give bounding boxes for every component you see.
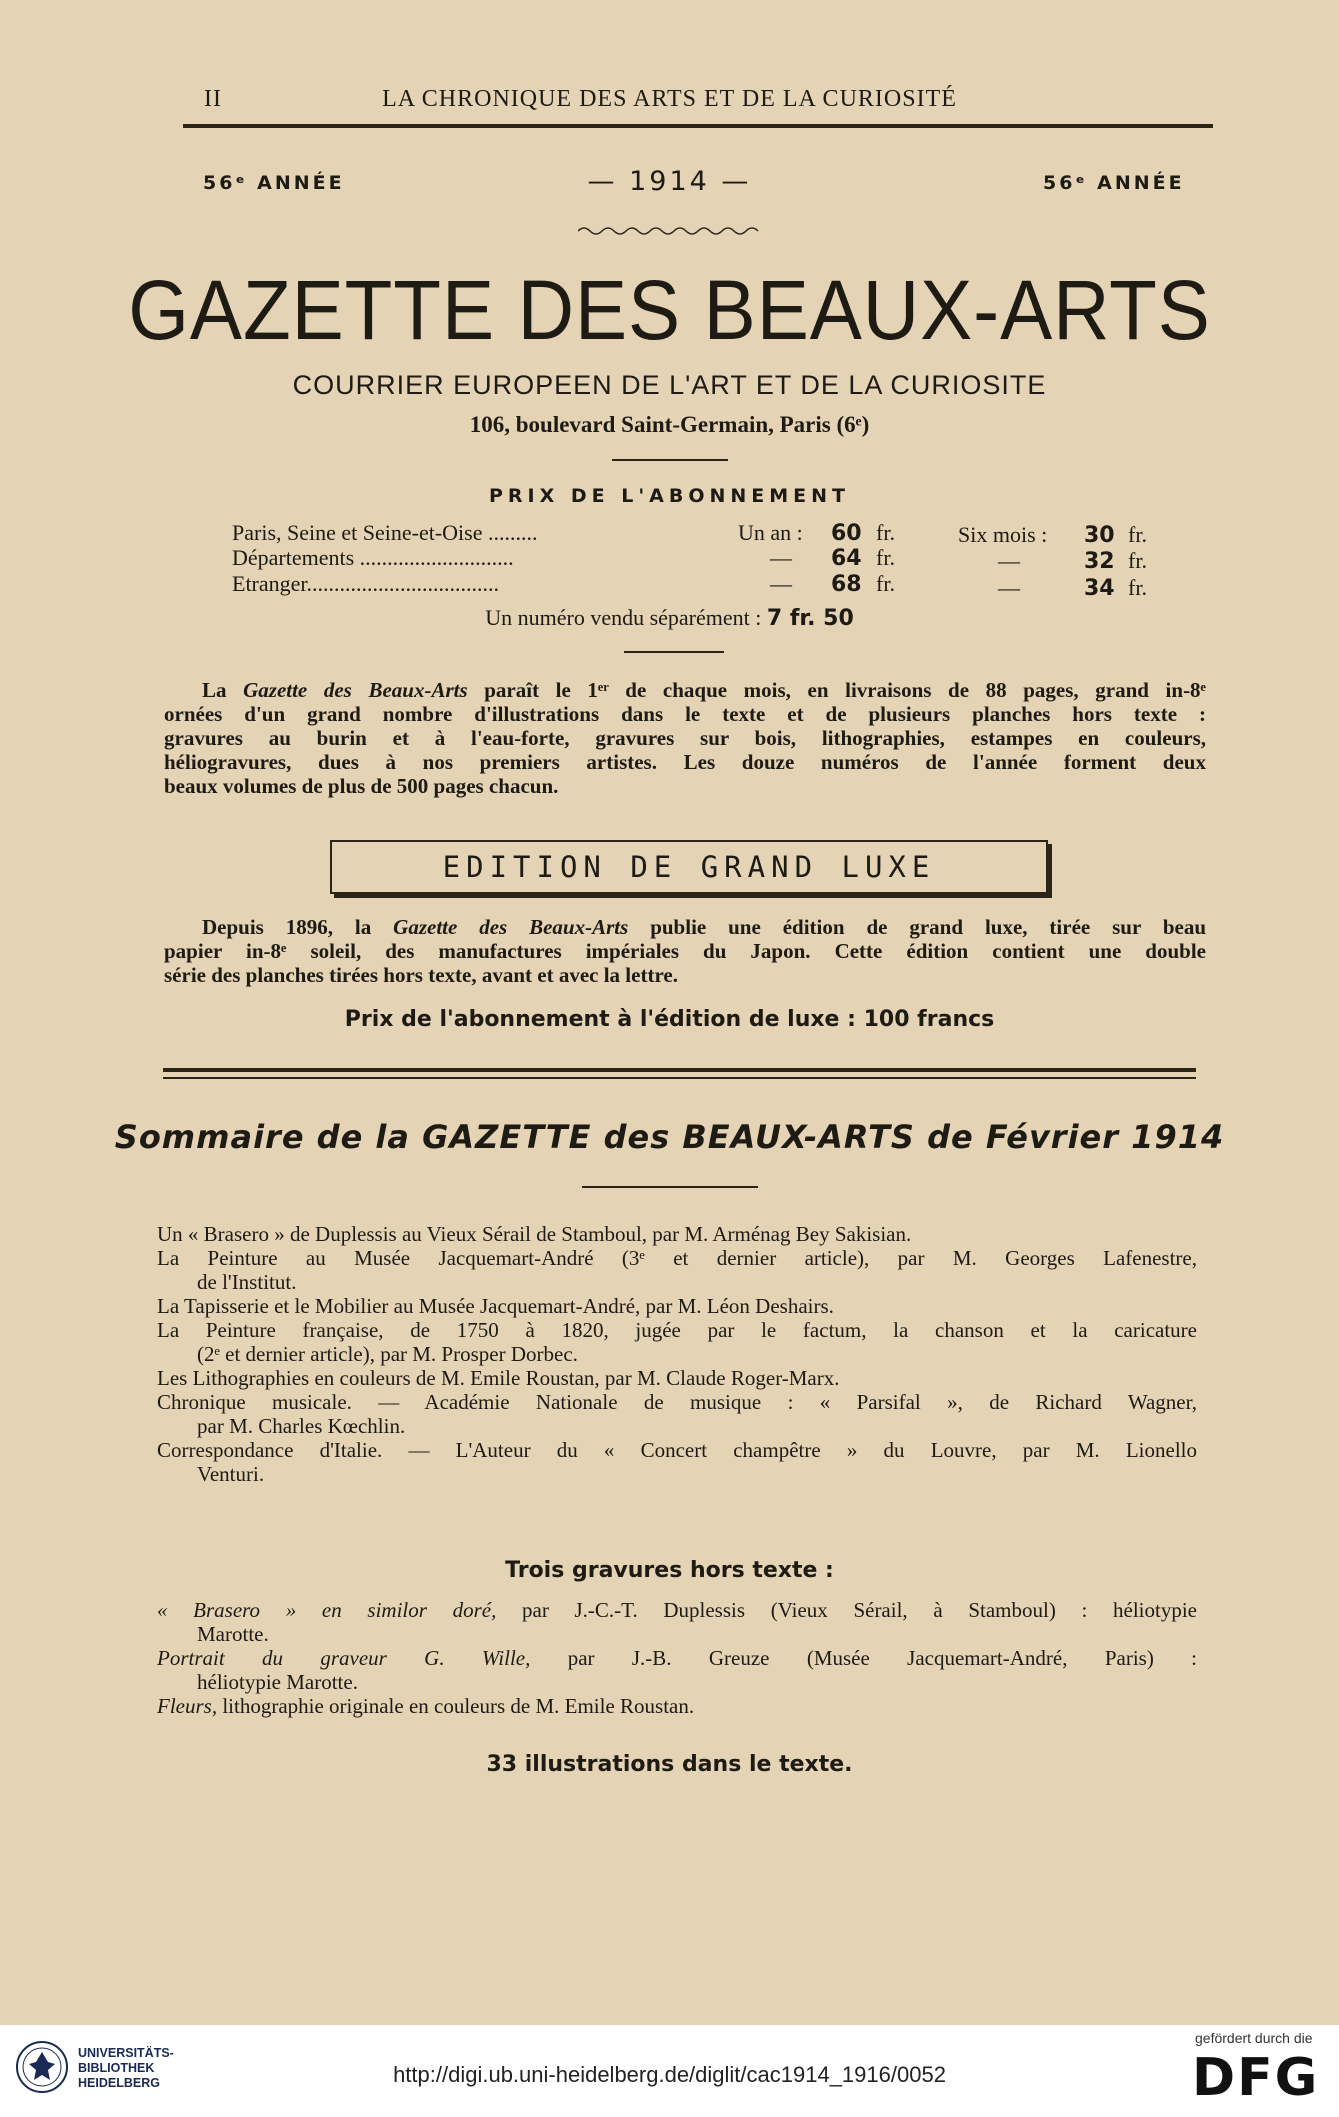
row-six-price: 30 [1084, 523, 1115, 548]
gravures-title: Trois gravures hors texte : [505, 1558, 834, 1583]
toc-entry: Chronique musicale. — Académie Nationale de musique : « Parsifal », de Richard Wagner, par M. Charles Kœchlin. [157, 1390, 1197, 1438]
dfg-logo: DFG [1192, 2048, 1320, 2108]
journal-subtitle: COURRIER EUROPEEN DE L'ART ET DE LA CURIOSITE [292, 370, 1047, 400]
illustrations-count: 33 illustrations dans le texte. [486, 1752, 853, 1777]
toc-entry: Un « Brasero » de Duplessis au Vieux Sérail de Stamboul, par M. Arménag Bey Sakisian. [157, 1222, 912, 1246]
row-an-label: — [770, 545, 792, 570]
row-unit: fr. [1128, 548, 1147, 573]
short-rule [624, 651, 724, 653]
running-title: LA CHRONIQUE DES ARTS ET DE LA CURIOSITÉ [382, 86, 957, 112]
section-rule-top [163, 1068, 1196, 1072]
edition-luxe-title: EDITION DE GRAND LUXE [442, 850, 936, 884]
row-label: Paris, Seine et Seine-et-Oise ......... [232, 520, 538, 545]
abonnement-title: PRIX DE L'ABONNEMENT [488, 485, 851, 507]
address: 106, boulevard Saint-Germain, Paris (6ᵉ) [469, 412, 870, 437]
sommaire-title: Sommaire de la GAZETTE des BEAUX-ARTS de Février 1914 [114, 1118, 1225, 1156]
paragraph-line: ornées d'un grand nombre d'illustrations dans le texte et de plusieurs planches hors texte : [164, 702, 1206, 726]
annee-right: 56ᵉ ANNÉE [1043, 172, 1185, 194]
page-number: II [204, 86, 222, 112]
paragraph-line: héliogravures, dues à nos premiers artistes. Les douze numéros de l'année forment deux [164, 750, 1206, 774]
row-an-price: 60 [831, 521, 862, 546]
row-an-label: — [770, 571, 792, 596]
row-six-label: — [998, 548, 1020, 573]
toc-entry: La Peinture française, de 1750 à 1820, jugée par le factum, la chanson et la caricature (2ᵉ et dernier article), par M. Prosper Dorbec. [157, 1318, 1197, 1366]
row-unit: fr. [1128, 522, 1147, 547]
row-unit: fr. [876, 545, 895, 570]
gravure-entry: « Brasero » en similor doré, par J.-C.-T. Duplessis (Vieux Sérail, à Stamboul) : héliotypie Marotte. [157, 1598, 1197, 1646]
year: — 1914 — [587, 166, 752, 197]
gravure-entry: Fleurs, lithographie originale en couleurs de M. Emile Roustan. [157, 1694, 695, 1718]
gravures-list [157, 1598, 1197, 1718]
journal-title: GAZETTE DES BEAUX-ARTS [128, 263, 1211, 357]
row-unit: fr. [1128, 575, 1147, 600]
toc-entry: La Peinture au Musée Jacquemart-André (3ᵉ et dernier article), par M. Georges Lafenestre, de l'Institut. [157, 1246, 1197, 1294]
row-unit: fr. [876, 520, 895, 545]
toc-entry: Les Lithographies en couleurs de M. Emile Roustan, par M. Claude Roger-Marx. [157, 1366, 840, 1390]
paragraph-line: papier in-8ᵉ soleil, des manufactures impériales du Japon. Cette édition contient une double [164, 939, 1206, 963]
toc-entry: La Tapisserie et le Mobilier au Musée Jacquemart-André, par M. Léon Deshairs. [157, 1294, 834, 1318]
row-six-price: 32 [1084, 549, 1115, 574]
row-an-price: 68 [831, 572, 862, 597]
edition-luxe-box [330, 840, 1048, 894]
funder-label: gefördert durch die [1195, 2030, 1313, 2046]
row-six-label: Six mois : [958, 522, 1048, 547]
annee-left: 56ᵉ ANNÉE [203, 172, 345, 194]
luxe-paragraph [164, 915, 1206, 987]
section-rule-bottom [163, 1077, 1196, 1079]
numero-price: 7 fr. 50 [766, 606, 854, 631]
numero-label: Un numéro vendu séparément : [485, 605, 762, 630]
source-url[interactable]: http://digi.ub.uni-heidelberg.de/diglit/cac1914_1916/0052 [393, 2062, 946, 2087]
ornament-wave [578, 224, 762, 238]
short-rule [612, 459, 728, 461]
paragraph-line: beaux volumes de plus de 500 pages chacun. [164, 774, 559, 798]
paragraph-line: série des planches tirées hors texte, avant et avec la lettre. [164, 963, 678, 987]
luxe-price: Prix de l'abonnement à l'édition de luxe : 100 francs [344, 1007, 995, 1032]
row-six-label: — [998, 575, 1020, 600]
description-paragraph [164, 678, 1206, 798]
row-an-label: Un an : [738, 520, 803, 545]
row-an-price: 64 [831, 546, 862, 571]
sommaire-list [157, 1222, 1197, 1486]
library-name: UNIVERSITÄTS- BIBLIOTHEK HEIDELBERG [78, 2046, 174, 2090]
paragraph-line: Depuis 1896, la Gazette des Beaux-Arts publie une édition de grand luxe, tirée sur beau [202, 915, 1207, 939]
gravure-entry: Portrait du graveur G. Wille, par J.-B. Greuze (Musée Jacquemart-André, Paris) : héliotypie Marotte. [157, 1646, 1197, 1694]
header-rule [183, 124, 1213, 128]
numero-line [0, 605, 1339, 631]
paragraph-line: gravures au burin et à l'eau-forte, gravures sur bois, lithographies, estampes en couleurs, [164, 726, 1206, 750]
row-label: Départements ............................ [232, 545, 514, 570]
row-six-price: 34 [1084, 576, 1115, 601]
paragraph-line: La Gazette des Beaux-Arts paraît le 1ᵉʳ de chaque mois, en livraisons de 88 pages, grand in-8ᵉ [202, 678, 1206, 702]
toc-entry: Correspondance d'Italie. — L'Auteur du « Concert champêtre » du Louvre, par M. Lionello Venturi. [157, 1438, 1197, 1486]
row-label: Etranger................................... [232, 571, 500, 596]
row-unit: fr. [876, 571, 895, 596]
short-rule [582, 1186, 758, 1188]
